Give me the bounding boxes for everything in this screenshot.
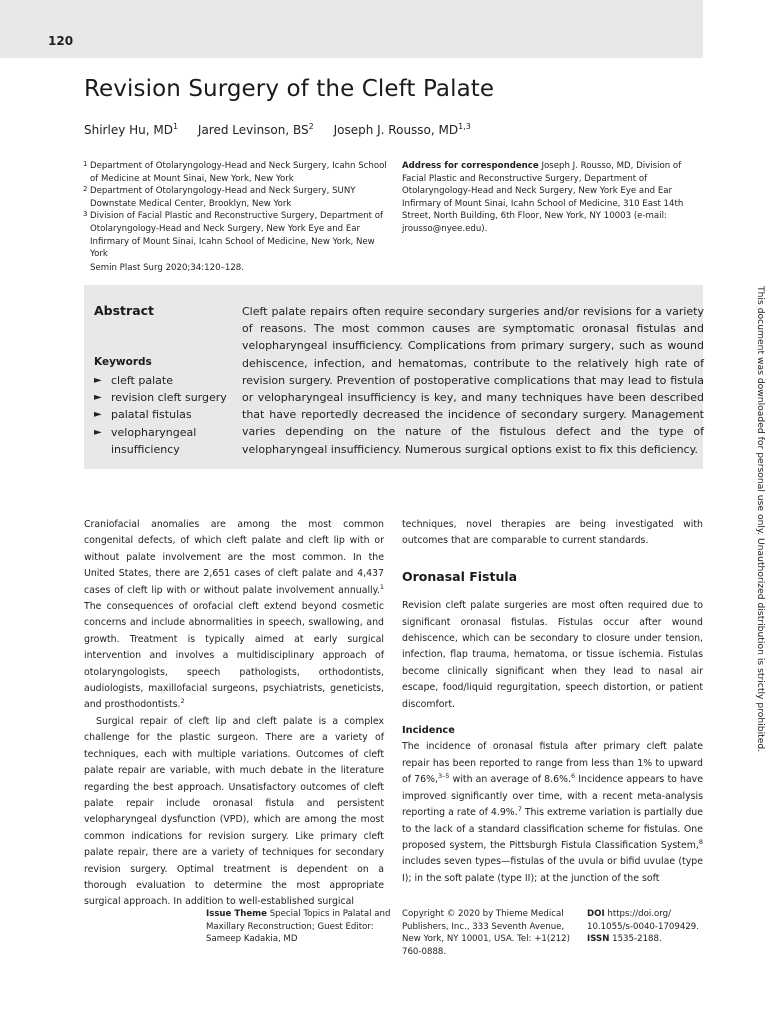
keywords-heading: Keywords	[94, 356, 152, 368]
correspondence-address	[402, 160, 707, 236]
keyword-item: ► palatal fistulas	[94, 406, 234, 423]
issue-theme-label: Issue Theme	[206, 909, 267, 919]
citation: Semin Plast Surg 2020;34:120–128.	[90, 263, 244, 273]
intro-continuation: techniques, novel therapies are being investigated with outcomes that are comparable to current standards.	[402, 519, 703, 547]
affiliations	[84, 160, 392, 261]
author-1: Shirley Hu, $MD^1$	[84, 122, 179, 137]
doi-line: DOI https://doi.org/ 10.1055/s-0040-1709429.	[587, 909, 699, 932]
correspondence-text: Joseph J. Rousso, MD, Division of Facial Plastic and Reconstructive Surgery, Department of Otolaryngology-Head and Neck Surgery, New York Eye and Ear Infirmary of Mount Sinai, Icahn School of Medicine, 310 East 14th Street, North Building, 6th Floor, New York, NY 10003 (e-mail: jrousso@nyee.edu).	[402, 161, 684, 234]
abstract-text: Cleft palate repairs often require secondary surgeries and/or revisions for a variety of reasons. The most common causes are symptomatic oronasal fistulas and velopharyngeal insufficiency. Complications from primary surgery, such as wound dehiscence, infection, and hematomas, contribute to the relatively high rate of revision surgery. Prevention of postoperative complications that may lead to fistula or velopharyngeal insufficiency is key, and many techniques have been described that have reportedly decreased the incidence of secondary surgery. Management varies depending on the nature of the fistulous defect and the type of velopharyngeal insufficiency. Numerous surgical options exist to fix this deficiency.	[242, 305, 704, 456]
keyword-item: ► cleft palate	[94, 372, 234, 389]
section-heading-oronasal-fistula: Oronasal Fistula	[402, 568, 518, 584]
oronasal-paragraph: Revision cleft palate surgeries are most often required due to significant oronasal fistulas. Fistulas occur after wound dehiscence, which can be secondary to closure under tension, infection, flap trauma, hematoma, or tissue ischemia. Fistulas become clinically significant when they lead to nasal air escape, food/liquid regurgitation, speech distortion, or patient discomfort.	[402, 600, 703, 710]
incidence-paragraph: The incidence of oronasal fistula after primary cleft palate repair has been reported to range from less than 1% to upward of 76%,$^{3-5}$ with an average of 8.6%.$^6$ Incidence appears to have improved significantly over time, with a recent meta-analysis reporting a rate of 4.9%.$^7$ This extreme variation is partially due to the lack of a standard classification scheme for fistulas. One proposed system, the Pittsburgh Fistula Classification System,$^8$ includes seven types—fistulas of the uvula or bifid uvulae (type I); in the soft palate (type II); at the junction of the soft	[402, 741, 703, 884]
page-number: 120	[48, 34, 74, 48]
intro-paragraph-2: Surgical repair of cleft lip and cleft palate is a complex challenge for the plastic surgeon. There are a variety of techniques, each with multiple variations. Outcomes of cleft palate repair are variable, with much debate in the literature regarding the best approach. Unsatisfactory outcomes of cleft palate repair include oronasal fistula and persistent velopharyngeal dysfunction (VPD), which are among the most common indications for revision surgery. Like primary cleft palate repair, there are a variety of techniques for secondary revision surgery. Optimal treatment is dependent on a thorough evaluation to determine the most appropriate surgical approach. In addition to well-established surgical	[84, 715, 384, 908]
affiliation-2: 2 Department of Otolaryngology-Head and Neck Surgery, SUNY Downstate Medical Center, Brooklyn, New York	[83, 185, 356, 209]
author-list	[84, 122, 487, 137]
bullet-arrow-icon: ►	[94, 375, 102, 386]
intro-paragraph-1: Craniofacial anomalies are among the most common congenital defects, of which cleft palate and cleft lip with or without palate involvement are the most common. In the United States, there are 2,651 cases of cleft palate and 4,437 cases of cleft lip with or without palate involvement annually.$^1$ The consequences of orofacial cleft extend beyond cosmetic concerns and include abnormalities in speech, swallowing, and growth. Treatment is typically aimed at early surgical intervention and involves a multidisciplinary approach of otolaryngologists, speech pathologists, orthodontists, audiologists, maxillofacial surgeons, psychiatrists, geneticists, and prosthodontists.$^2$	[84, 519, 384, 711]
body-column-right	[402, 517, 703, 887]
distribution-notice: This document was downloaded for personal use only. Unauthorized distribution is strictly prohibited.	[755, 286, 766, 753]
affiliation-3: 3 Division of Facial Plastic and Reconstructive Surgery, Department of Otolaryngology-Head and Neck Surgery, New York Eye and Ear Infirmary of Mount Sinai, Icahn School of Medicine, New York, New York	[83, 210, 383, 260]
body-column-left	[84, 517, 384, 911]
bullet-arrow-icon: ►	[94, 409, 102, 421]
footer-issue-theme: Issue Theme Special Topics in Palatal and Maxillary Reconstruction; Guest Editor: Sameep Kadakia, MD	[206, 909, 391, 945]
keyword-item: ► revision cleft surgery	[94, 389, 234, 406]
article-title: Revision Surgery of the Cleft Palate	[84, 76, 495, 102]
footer-doi-issn	[587, 908, 707, 946]
author-3: Joseph J. Rousso, MD$^{1,3}$	[333, 122, 471, 137]
keyword-item: ► velopharyngeal insufficiency	[94, 425, 197, 456]
issn-line: ISSN 1535-2188.	[587, 934, 662, 945]
doi-link[interactable]: https://doi.org/ 10.1055/s-0040-1709429.	[587, 909, 699, 932]
affiliation-1: 1 Department of Otolaryngology-Head and Neck Surgery, Icahn School of Medicine at Mount Sinai, New York, New York	[83, 160, 387, 184]
keyword-list	[94, 372, 234, 458]
subheading-incidence: Incidence	[402, 725, 455, 737]
header-band	[0, 0, 703, 58]
abstract-heading: Abstract	[94, 303, 155, 318]
bullet-arrow-icon: ►	[94, 392, 102, 404]
bullet-arrow-icon: ►	[94, 426, 102, 438]
correspondence-label: Address for correspondence	[402, 161, 539, 171]
author-2: Jared Levinson, $BS^2$	[197, 122, 314, 137]
footer-copyright: Copyright © 2020 by Thieme Medical Publishers, Inc., 333 Seventh Avenue, New York, NY 10001, USA. Tel: +1(212) 760-0888.	[402, 909, 570, 957]
